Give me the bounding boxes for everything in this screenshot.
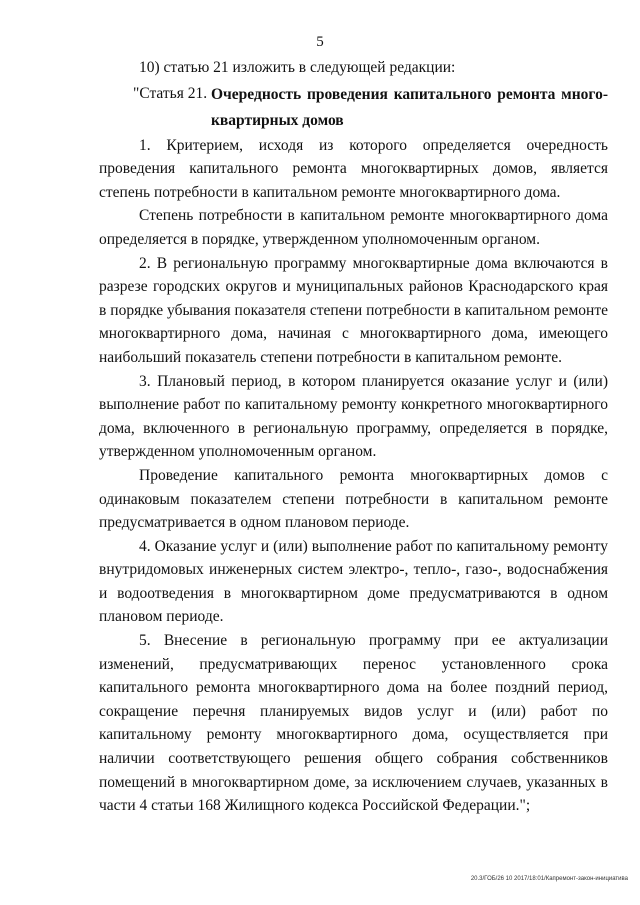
document-footer: 20.3/ГОБ/26 10 2017/18:01/Капремонт-закон-инициатива (470, 876, 628, 882)
paragraph-7: 5. Внесение в региональную программу при ее актуализации изменений, предусматривающих перенос установленного срока капитального ремонта многоквартирного дома на более поздний период, сокращение перечня планируемых видов услуг и (или) работ по капитальному ремонту многоквартирного дома, осуществляется при наличии соответствующего решения общего собрания собственников помещений в многоквартирном доме, за исключением случаев, указанных в части 4 статьи 168 Жилищного кодекса Российской Федерации."; (99, 632, 608, 815)
paragraph-2: Степень потребности в капитальном ремонте многоквартирного дома определяется в порядке, утвержденном уполномоченным органом. (99, 207, 608, 248)
page-number: 5 (316, 34, 324, 50)
article-title: Очередность проведения капитального ремонта много-квартирных домов (211, 85, 608, 129)
paragraph-4: 3. Плановый период, в котором планируется оказание услуг и (или) выполнение работ по капитальному ремонту конкретного многоквартирного дома, включенного в региональную программу, определяется в порядке, утвержденном уполномоченным органом. (99, 372, 608, 461)
document-body (99, 56, 608, 818)
article-heading (99, 82, 608, 134)
paragraph-6: 4. Оказание услуг и (или) выполнение работ по капитальному ремонту внутридомовых инженерных систем электро-, тепло-, газо-, водоснабжения и водоотведения в многоквартирном доме предусматриваются в одном плановом периоде. (99, 537, 608, 626)
paragraph-1: 1. Критерием, исходя из которого определяется очередность проведения капитального ремонта многоквартирных домов, является степень потребности в капитальном ремонте многоквартирного дома. (99, 136, 608, 201)
paragraph-3: 2. В региональную программу многоквартирные дома включаются в разрезе городских округов и муниципальных районов Краснодарского края в порядке убывания показателя степени потребности в капитальном ремонте многоквартирного дома, начиная с многоквартирного дома, имеющего наибольший показатель степени потребности в капитальном ремонте. (99, 254, 608, 366)
intro-line: 10) статью 21 изложить в следующей редакции: (139, 59, 456, 76)
paragraph-5: Проведение капитального ремонта многоквартирных домов с одинаковым показателем степени потребности в капитальном ремонте предусматривается в одном плановом периоде. (99, 466, 608, 532)
article-number: "Статья 21. (133, 84, 211, 102)
